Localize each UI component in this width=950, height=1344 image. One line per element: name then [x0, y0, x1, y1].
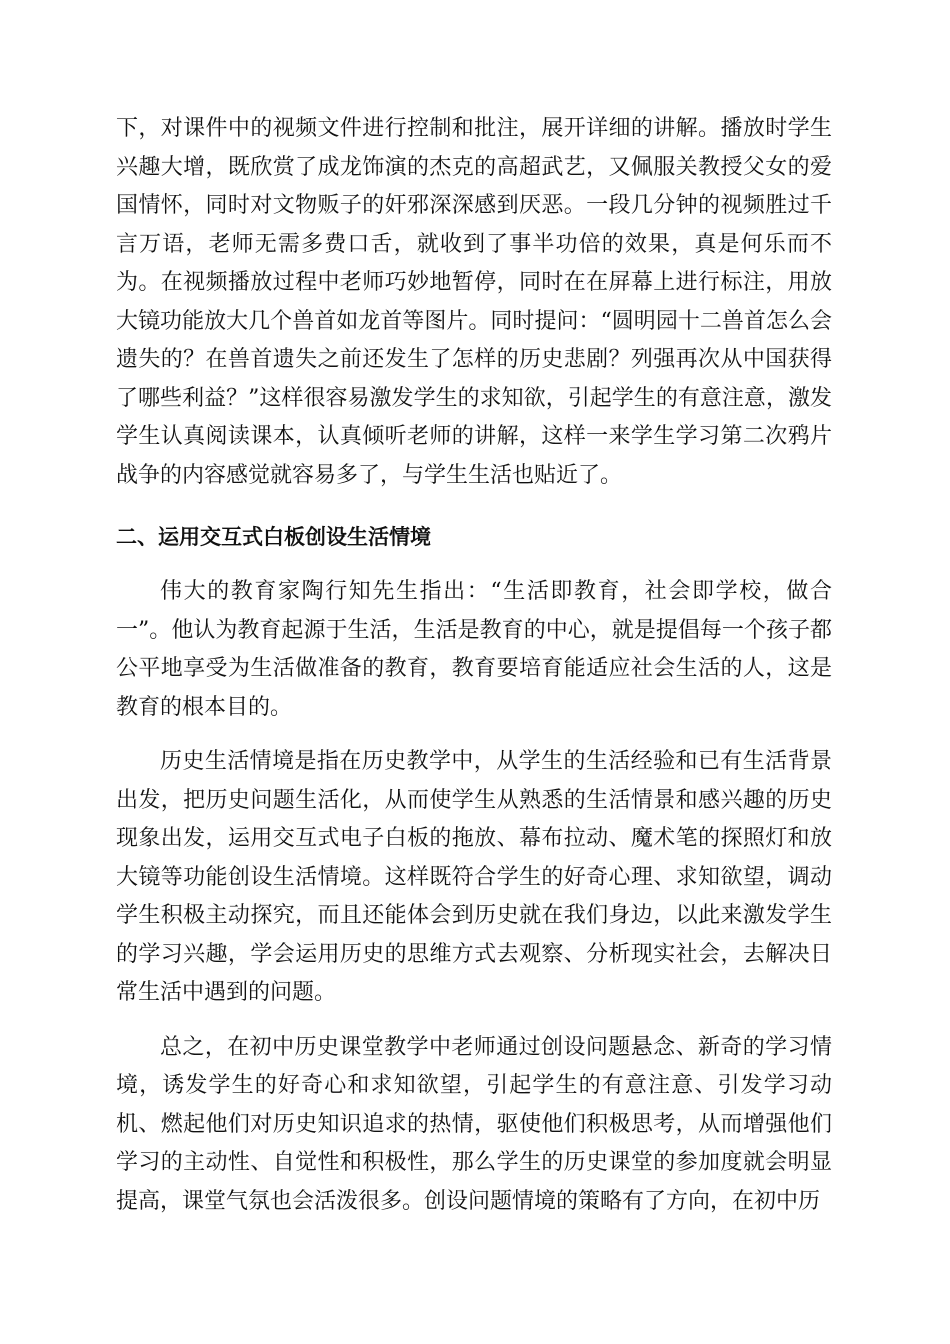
paragraph-tao-xingzhi: 伟大的教育家陶行知先生指出：“生活即教育，社会即学校，做合一”。他认为教育起源于生活，生活是教育的中心，就是提倡每一个孩子都公平地享受为生活做准备的教育，教育要培育能适应社会生活的人，这是教育的根本目的。 — [116, 579, 832, 720]
paragraph-life-situation: 历史生活情境是指在历史教学中，从学生的生活经验和已有生活背景出发，把历史问题生活化，从而使学生从熟悉的生活情景和感兴趣的历史现象出发，运用交互式电子白板的拖放、幕布拉动、魔术笔的探照灯和放大镜等功能创设生活情境。这样既符合学生的好奇心理、求知欲望，调动学生积极主动探究，而且还能体会到历史就在我们身边，以此来激发学生的学习兴趣，学会运用历史的思维方式去观察、分析现实社会，去解决日常生活中遇到的问题。 — [116, 749, 832, 1005]
paragraph-video-annotation: 下，对课件中的视频文件进行控制和批注，展开详细的讲解。播放时学生兴趣大增，既欣赏了成龙饰演的杰克的高超武艺，又佩服关教授父女的爱国情怀，同时对文物贩子的奸邪深深感到厌恶。一段几分钟的视频胜过千言万语，老师无需多费口舌，就收到了事半功倍的效果，真是何乐而不为。在视频播放过程中老师巧妙地暂停，同时在在屏幕上进行标注，用放大镜功能放大几个兽首如龙首等图片。同时提问：“圆明园十二兽首怎么会遗失的？在兽首遗失之前还发生了怎样的历史悲剧？列强再次从中国获得了哪些利益？”这样很容易激发学生的求知欲，引起学生的有意注意，激发学生认真阅读课本，认真倾听老师的讲解，这样一来学生学习第二次鸦片战争的内容感觉就容易多了，与学生生活也贴近了。 — [116, 116, 832, 488]
section-heading: 二、运用交互式白板创设生活情境 — [116, 525, 431, 549]
paragraph-summary: 总之，在初中历史课堂教学中老师通过创设问题悬念、新奇的学习情境，诱发学生的好奇心和求知欲望，引起学生的有意注意、引发学习动机、燃起他们对历史知识追求的热情，驱使他们积极思考，从而增强他们学习的主动性、自觉性和积极性，那么学生的历史课堂的参加度就会明显提高，课堂气氛也会活泼很多。创设问题情境的策略有了方向，在初中历 — [116, 1034, 832, 1214]
document-page — [116, 110, 832, 1221]
